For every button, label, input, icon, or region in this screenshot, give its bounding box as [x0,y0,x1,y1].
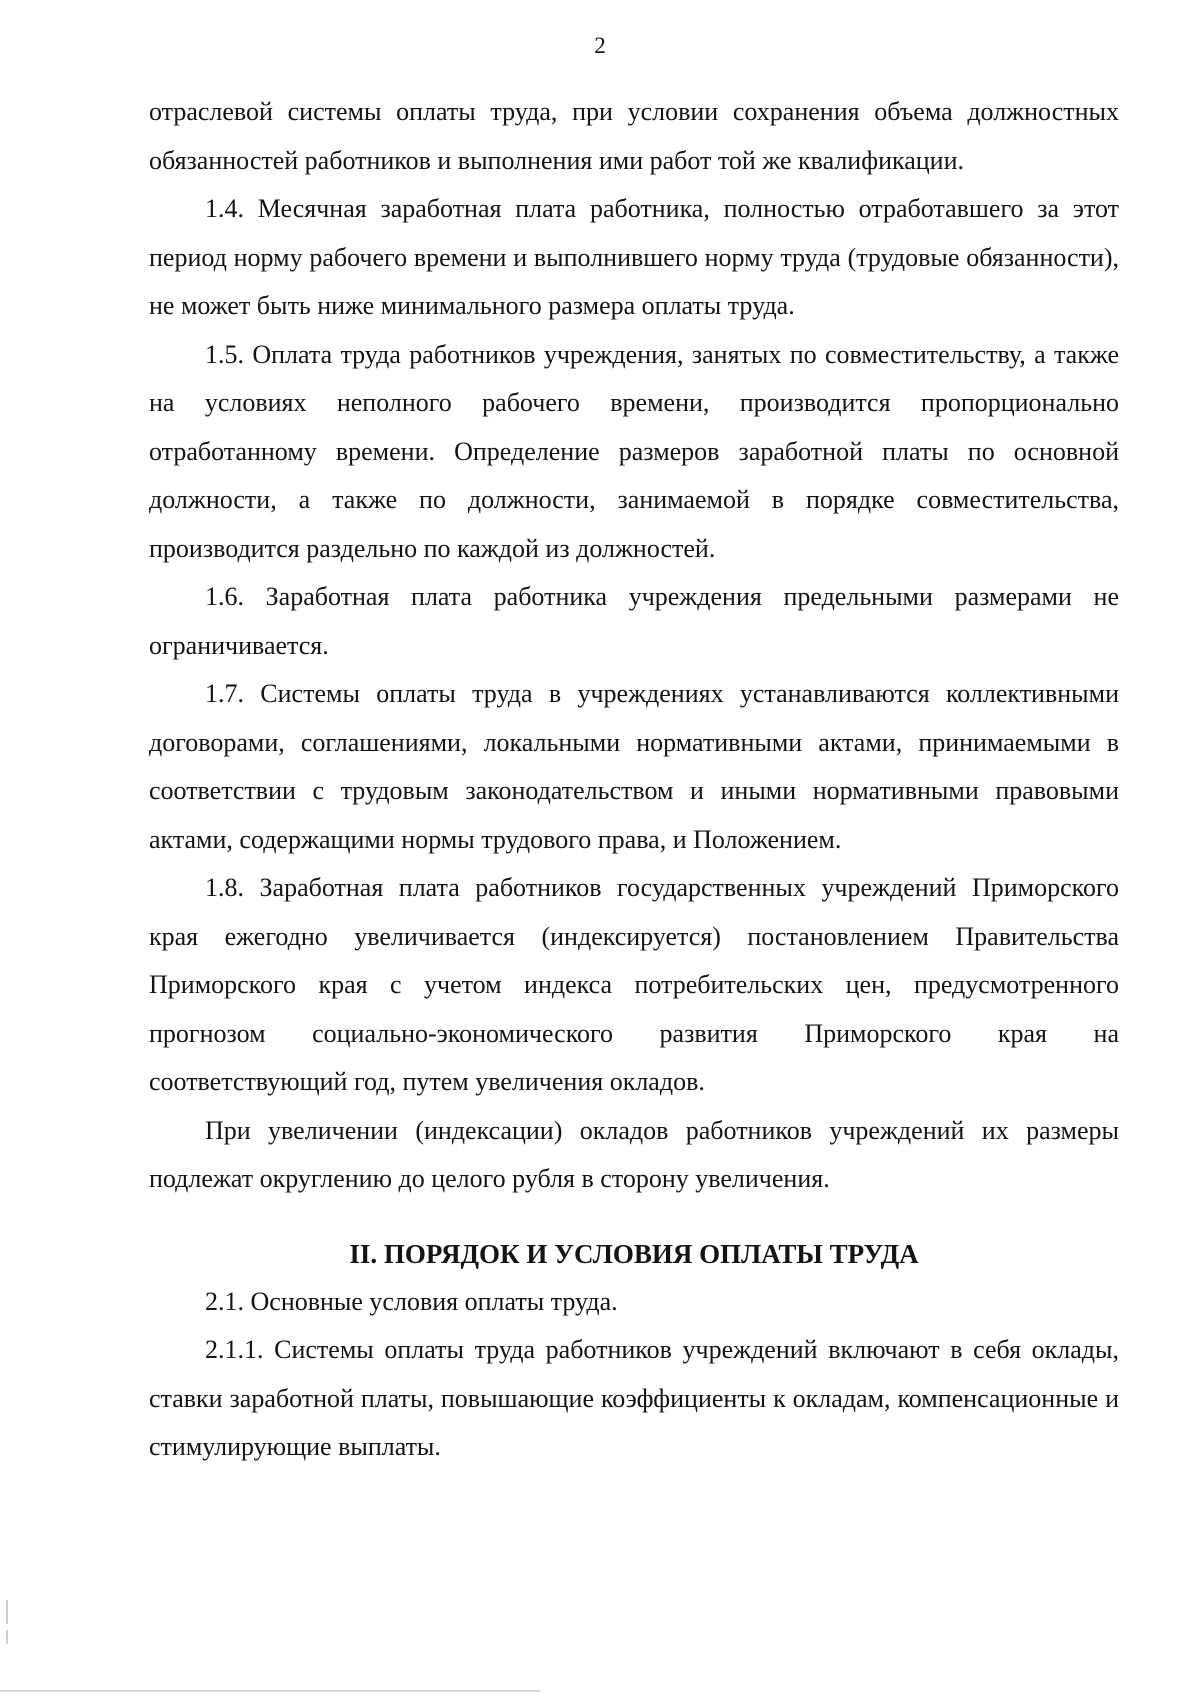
section-heading: II. ПОРЯДОК И УСЛОВИЯ ОПЛАТЫ ТРУДА [349,1238,919,1269]
scan-margin-mark [6,1600,8,1624]
page-number: 2 [594,33,606,58]
scan-bottom-edge [0,1690,540,1692]
paragraph-1-7: 1.7. Системы оплаты труда в учреждениях устанавливаются коллективными договорами, соглашениями, локальными нормативными актами, принимаемыми в соответствии с трудовым законодательством и иными нормативными правовыми актами, содержащими нормы трудового права, и Положением. [149,679,1119,854]
paragraph-2-1: 2.1. Основные условия оплаты труда. [205,1286,618,1316]
document-body [149,88,1119,1472]
paragraph-1-5: 1.5. Оплата труда работников учреждения, занятых по совместительству, а также на условиях неполного рабочего времени, производится пропорционально отработанному времени. Определение размеров заработной платы по основной должности, а также по должности, занимаемой в порядке совместительства, производится раздельно по каждой из должностей. [149,339,1119,563]
scan-margin-mark [6,1630,8,1644]
paragraph-1-4: 1.4. Месячная заработная плата работника, полностью отработавшего за этот период норму рабочего времени и выполнившего норму труда (трудовые обязанности), не может быть ниже минимального размера оплаты труда. [149,194,1119,320]
paragraph-1-8: 1.8. Заработная плата работников государственных учреждений Приморского края ежегодно увеличивается (индексируется) постановлением Правительства Приморского края с учетом индекса потребительских цен, предусмотренного прогнозом социально-экономического развития Приморского края на соответствующий год, путем увеличения окладов. [149,873,1119,1096]
paragraph-1-6: 1.6. Заработная плата работника учреждения предельными размерами не ограничивается. [149,582,1119,660]
paragraph-continuation: отраслевой системы оплаты труда, при условии сохранения объема должностных обязанностей работников и выполнения ими работ той же квалификации. [149,97,1119,175]
paragraph-1-8-rounding: При увеличении (индексации) окладов работников учреждений их размеры подлежат округлению до целого рубля в сторону увеличения. [149,1115,1119,1193]
paragraph-2-1-1: 2.1.1. Системы оплаты труда работников учреждений включают в себя оклады, ставки заработной платы, повышающие коэффициенты к окладам, компенсационные и стимулирующие выплаты. [149,1335,1119,1461]
